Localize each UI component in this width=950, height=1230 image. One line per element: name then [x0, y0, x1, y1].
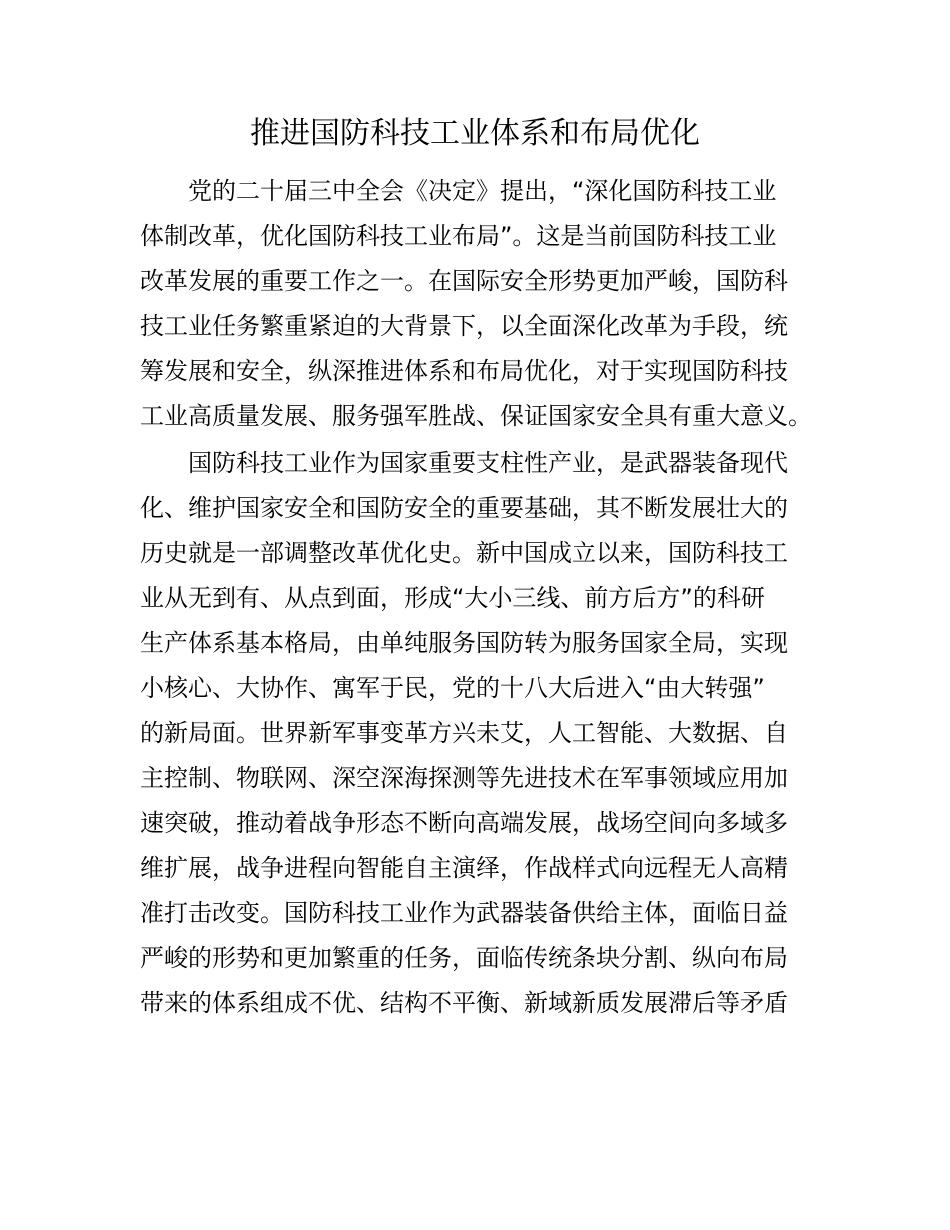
paragraph-2-line-9: 速突破，推动着战争形态不断向高端发展，战场空间向多域多	[140, 809, 788, 837]
paragraph-2-line-2: 化、维护国家安全和国防安全的重要基础，其不断发展壮大的	[140, 494, 788, 522]
paragraph-2-line-12: 严峻的形势和更加繁重的任务，面临传统条块分割、纵向布局	[140, 944, 788, 972]
paragraph-1-line-3: 改革发展的重要工作之一。在国际安全形势更加严峻，国防科	[140, 267, 788, 295]
paragraph-2-line-11: 准打击改变。国防科技工业作为武器装备供给主体，面临日益	[140, 899, 788, 927]
paragraph-1-line-2: 体制改革，优化国防科技工业布局”。这是当前国防科技工业	[140, 222, 777, 250]
paragraph-2-line-13: 带来的体系组成不优、结构不平衡、新域新质发展滞后等矛盾	[140, 989, 788, 1017]
paragraph-2-line-7: 的新局面。世界新军事变革方兴未艾，人工智能、大数据、自	[140, 719, 788, 747]
paragraph-1-line-4: 技工业任务繁重紧迫的大背景下，以全面深化改革为手段，统	[140, 312, 788, 340]
paragraph-2-line-5: 生产体系基本格局，由单纯服务国防转为服务国家全局，实现	[140, 629, 788, 657]
paragraph-2-line-10: 维扩展，战争进程向智能自主演绎，作战样式向远程无人高精	[140, 854, 788, 882]
paragraph-2-line-3: 历史就是一部调整改革优化史。新中国成立以来，国防科技工	[140, 539, 788, 567]
paragraph-2-line-6: 小核心、大协作、寓军于民，党的十八大后进入“由大转强”	[140, 674, 765, 702]
paragraph-2-line-1: 国防科技工业作为国家重要支柱性产业，是武器装备现代	[188, 449, 788, 477]
paragraph-1-line-6: 工业高质量发展、服务强军胜战、保证国家安全具有重大意义。	[140, 402, 812, 430]
paragraph-2-line-8: 主控制、物联网、深空深海探测等先进技术在军事领域应用加	[140, 764, 788, 792]
document-title: 推进国防科技工业体系和布局优化	[250, 116, 700, 151]
paragraph-2-line-4: 业从无到有、从点到面，形成“大小三线、前方后方”的科研	[140, 584, 765, 612]
paragraph-1-line-5: 筹发展和安全，纵深推进体系和布局优化，对于实现国防科技	[140, 357, 788, 385]
paragraph-1-line-1: 党的二十届三中全会《决定》提出，“深化国防科技工业	[188, 177, 777, 205]
